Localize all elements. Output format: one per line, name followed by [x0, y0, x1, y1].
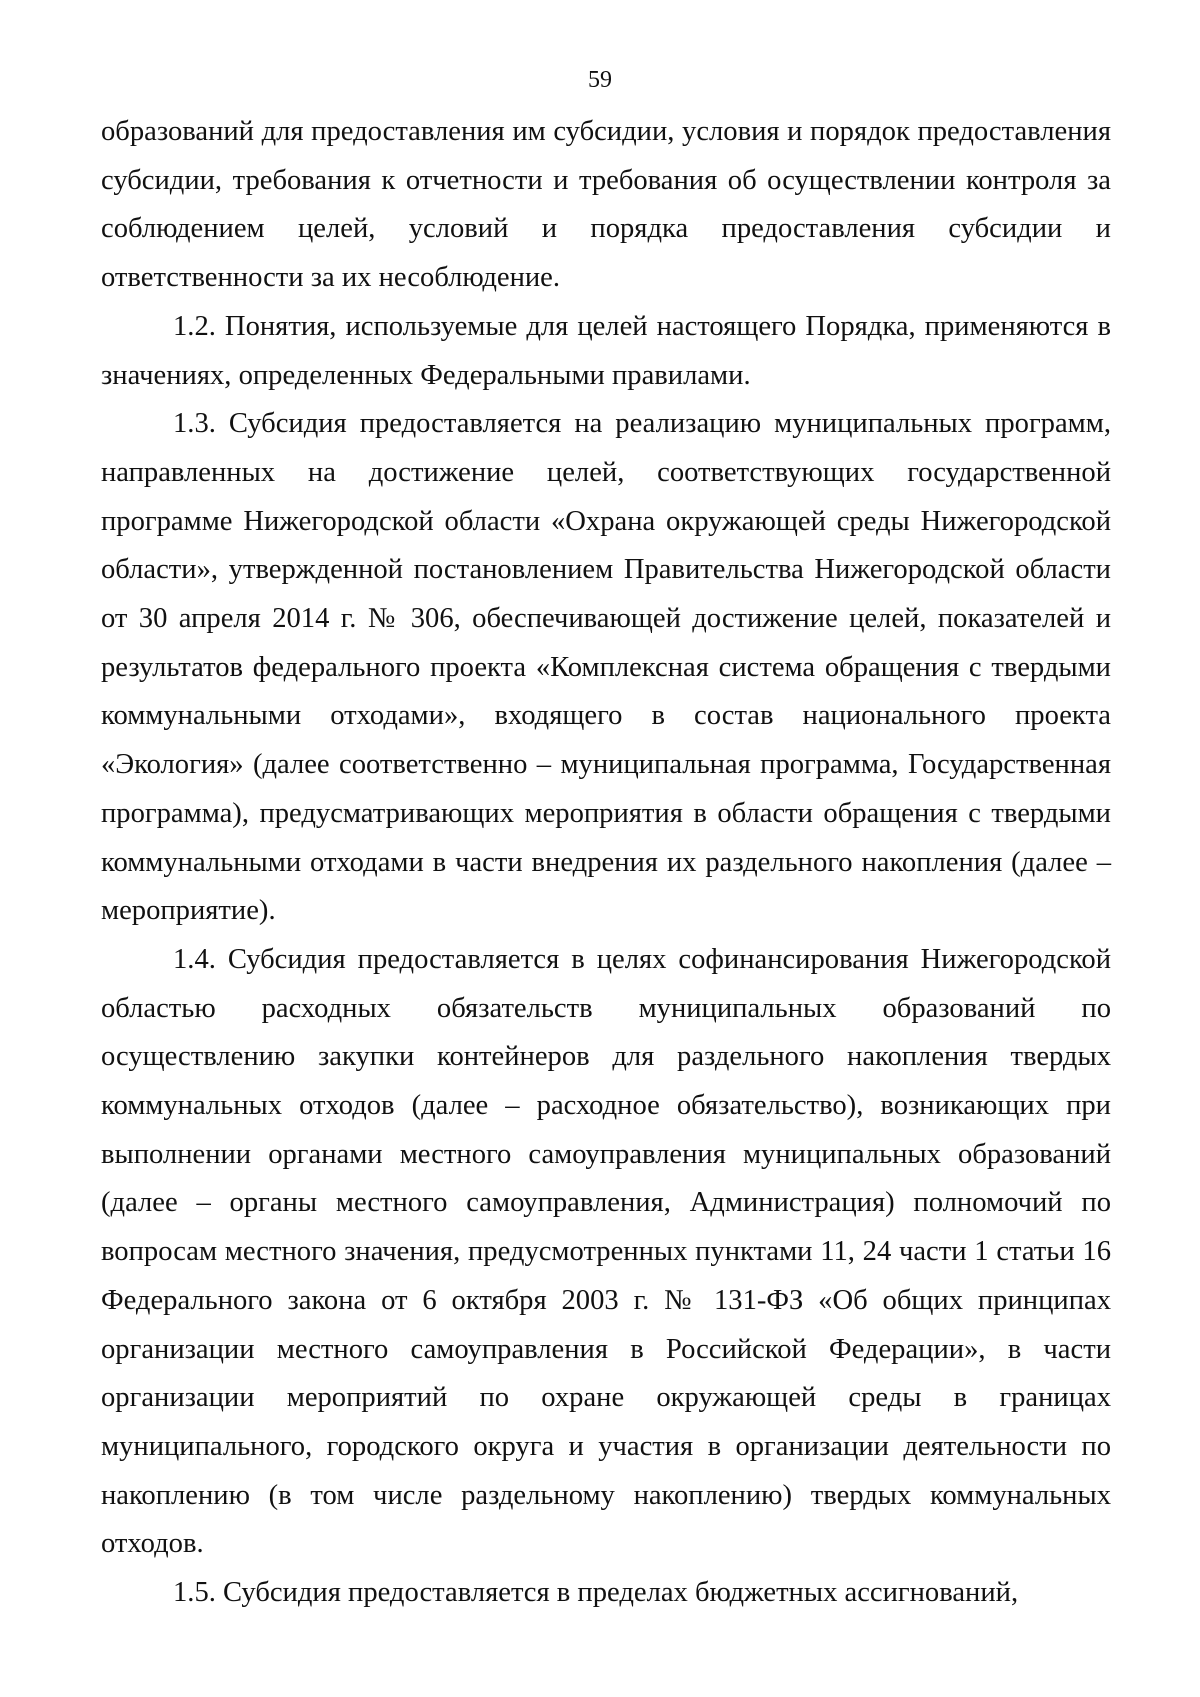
page-number: 59 — [588, 67, 612, 93]
paragraph-1-4: 1.4. Субсидия предоставляется в целях софинансирования Нижегородской областью расходных обязательств муниципальных образований по осуществлению закупки контейнеров для раздельного накопления твердых коммунальных отходов (далее – расходное обязательство), возникающих при выполнении органами местного самоуправления муниципальных образований (далее – органы местного самоуправления, Администрация) полномочий по вопросам местного значения, предусмотренных пунктами 11, 24 части 1 статьи 16 Федерального закона от 6 октября 2003 г. № 131-ФЗ «Об общих принципах организации местного самоуправления в Российской Федерации», в части организации мероприятий по охране окружающей среды в границах муниципального, городского округа и участия в организации деятельности по накоплению (в том числе раздельному накоплению) твердых коммунальных отходов. — [101, 943, 1111, 1560]
paragraph-1-2: 1.2. Понятия, используемые для целей настоящего Порядка, применяются в значениях, определенных Федеральными правилами. — [101, 310, 1111, 391]
paragraph-1-5: 1.5. Субсидия предоставляется в пределах бюджетных ассигнований, — [173, 1577, 1019, 1609]
paragraph-continuation: образований для предоставления им субсидии, условия и порядок предоставления субсидии, требования к отчетности и требования об осуществлении контроля за соблюдением целей, условий и порядка предоставления субсидии и ответственности за их несоблюдение. — [101, 116, 1111, 294]
paragraph-1-3: 1.3. Субсидия предоставляется на реализацию муниципальных программ, направленных на достижение целей, соответствующих государственной программе Нижегородской области «Охрана окружающей среды Нижегородской области», утвержденной постановлением Правительства Нижегородской области от 30 апреля 2014 г. № 306, обеспечивающей достижение целей, показателей и результатов федерального проекта «Комплексная система обращения с твердыми коммунальными отходами», входящего в состав национального проекта «Экология» (далее соответственно – муниципальная программа, Государственная программа), предусматривающих мероприятия в области обращения с твердыми коммунальными отходами в части внедрения их раздельного накопления (далее – мероприятие). — [101, 408, 1111, 927]
document-body — [101, 108, 1111, 1618]
